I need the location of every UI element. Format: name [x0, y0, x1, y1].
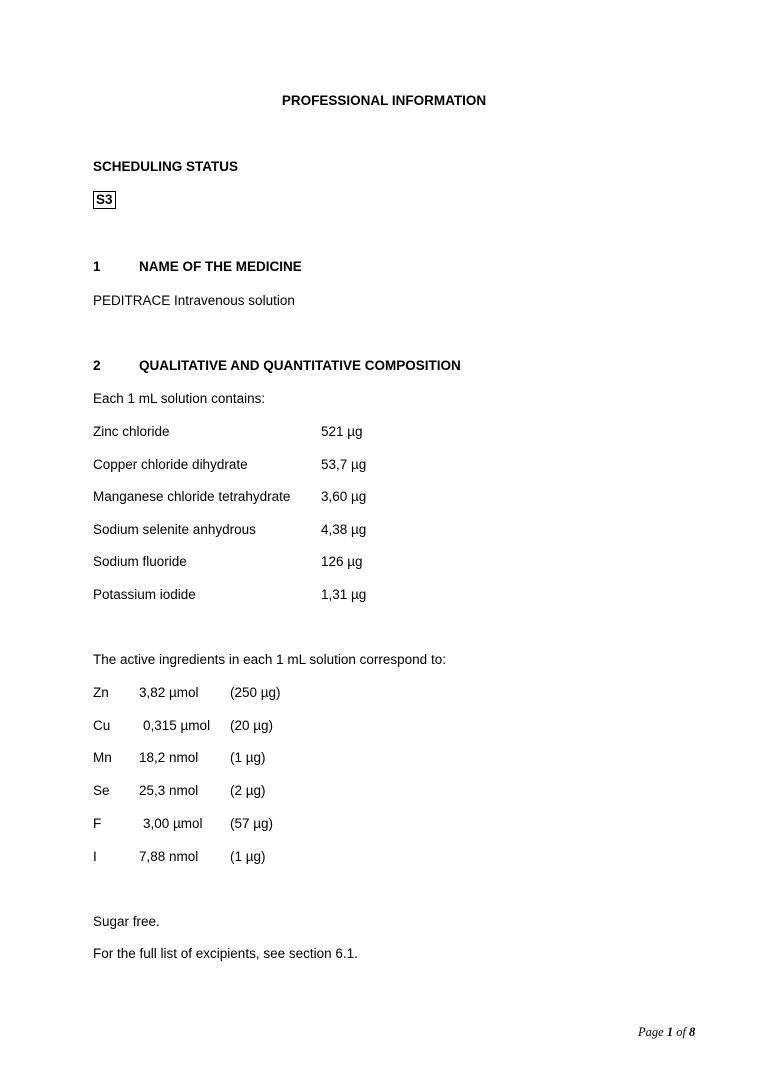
page-total: 8: [689, 1025, 696, 1039]
excipients-note: For the full list of excipients, see section 6.1.: [93, 946, 358, 961]
ingredient-symbol: Cu: [93, 718, 111, 733]
composition-name: Sodium fluoride: [93, 554, 187, 569]
page-label: Page: [638, 1025, 664, 1039]
composition-name: Sodium selenite anhydrous: [93, 522, 256, 537]
composition-amount: 126 µg: [321, 554, 363, 569]
scheduling-status-heading: SCHEDULING STATUS: [93, 159, 238, 174]
ingredient-symbol: Zn: [93, 685, 109, 700]
composition-name: Copper chloride dihydrate: [93, 457, 248, 472]
composition-amount: 3,60 µg: [321, 489, 367, 504]
ingredient-mass: (1 µg): [230, 849, 266, 864]
ingredient-molar: 7,88 nmol: [139, 849, 199, 864]
composition-name: Potassium iodide: [93, 587, 196, 602]
composition-intro: Each 1 mL solution contains:: [93, 391, 266, 406]
section-1-number: 1: [93, 259, 101, 274]
ingredient-molar: 3,82 µmol: [139, 685, 199, 700]
composition-name: Manganese chloride tetrahydrate: [93, 489, 291, 504]
ingredient-mass: (2 µg): [230, 783, 266, 798]
ingredient-mass: (57 µg): [230, 816, 274, 831]
document-title: PROFESSIONAL INFORMATION: [281, 93, 487, 108]
ingredient-molar: 0,315 µmol: [143, 718, 211, 733]
ingredient-symbol: I: [93, 849, 97, 864]
ingredient-symbol: Se: [93, 783, 110, 798]
ingredient-molar: 3,00 µmol: [143, 816, 203, 831]
section-1-title: NAME OF THE MEDICINE: [139, 259, 302, 274]
composition-amount: 4,38 µg: [321, 522, 367, 537]
section-2-title: QUALITATIVE AND QUANTITATIVE COMPOSITION: [139, 358, 461, 373]
page-number-footer: [638, 1025, 695, 1040]
composition-name: Zinc chloride: [93, 424, 170, 439]
medicine-name: PEDITRACE Intravenous solution: [93, 293, 295, 308]
scheduling-status-badge: S3: [93, 191, 116, 209]
ingredient-molar: 18,2 nmol: [139, 750, 199, 765]
composition-amount: 53,7 µg: [321, 457, 367, 472]
composition-amount: 521 µg: [321, 424, 363, 439]
ingredient-mass: (1 µg): [230, 750, 266, 765]
of-label: of: [676, 1025, 686, 1039]
ingredient-mass: (20 µg): [230, 718, 274, 733]
composition-amount: 1,31 µg: [321, 587, 367, 602]
sugar-free-note: Sugar free.: [93, 914, 160, 929]
ingredient-symbol: F: [93, 816, 102, 831]
page-number: 1: [666, 1025, 674, 1039]
active-ingredients-intro: The active ingredients in each 1 mL solution correspond to:: [93, 652, 446, 667]
ingredient-symbol: Mn: [93, 750, 112, 765]
ingredient-molar: 25,3 nmol: [139, 783, 199, 798]
ingredient-mass: (250 µg): [230, 685, 281, 700]
section-2-number: 2: [93, 358, 101, 373]
